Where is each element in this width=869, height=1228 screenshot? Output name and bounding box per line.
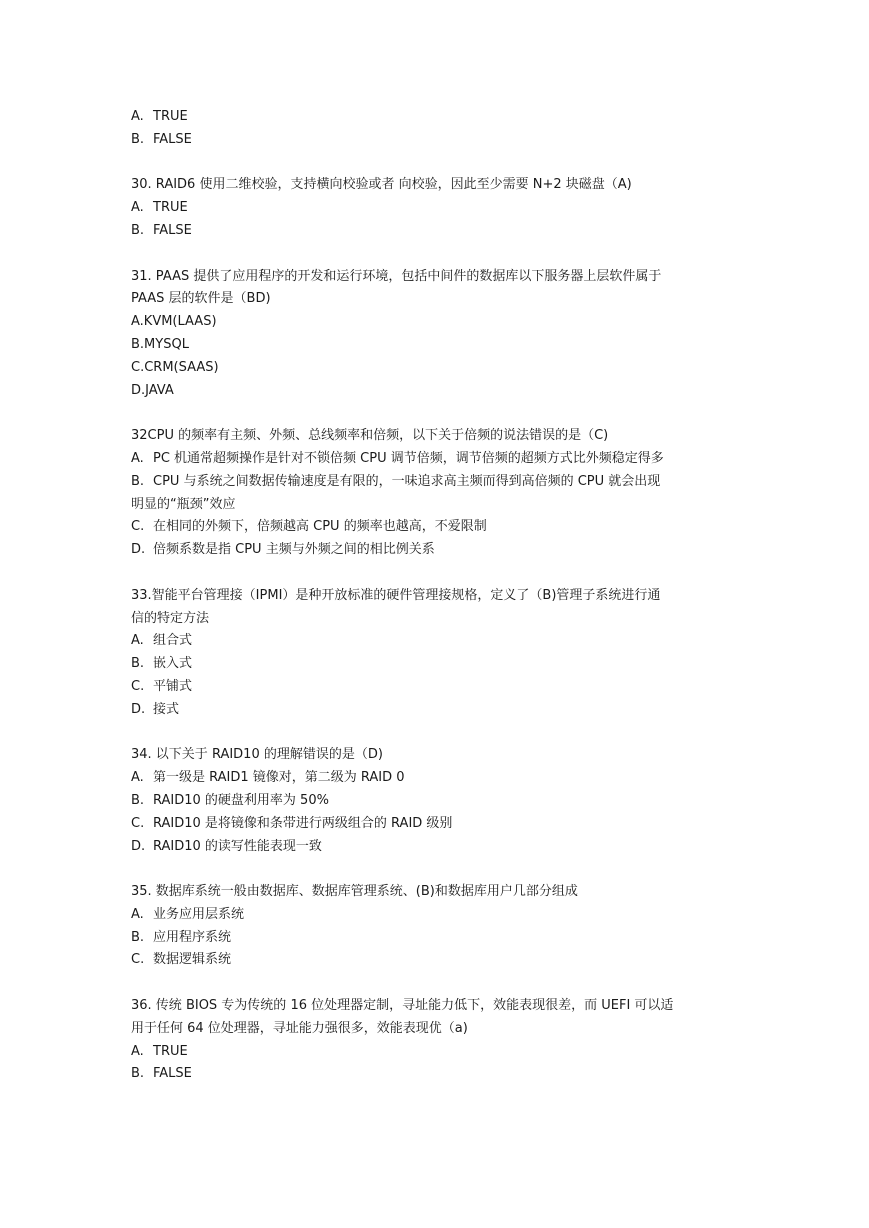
option: [131, 1041, 741, 1064]
spacer: [131, 722, 741, 745]
option-letter: C.: [131, 952, 145, 968]
option: [131, 197, 741, 220]
option-text: FALSE: [153, 131, 192, 147]
option-letter: B.: [131, 792, 145, 808]
option: [131, 1063, 741, 1086]
option-text: 数据逻辑系统: [153, 952, 232, 968]
option-text: RAID10 是将镜像和条带进行两级组合的 RAID 级别: [153, 815, 453, 831]
option-letter: A.: [131, 906, 144, 922]
option-text: FALSE: [153, 222, 192, 238]
option-letter: A.: [131, 770, 144, 786]
option-letter: A.: [131, 450, 144, 466]
spacer: [131, 152, 741, 175]
question-text: PAAS 层的软件是（BD): [131, 291, 271, 307]
option: [131, 471, 741, 494]
option-text: 平铺式: [153, 678, 193, 694]
option-letter: B.: [131, 131, 145, 147]
question-text: 32CPU 的频率有主频、外频、总线频率和倍频，以下关于倍频的说法错误的是（C): [131, 428, 609, 444]
option-text: TRUE: [153, 1043, 188, 1059]
option-letter: A.: [131, 200, 144, 216]
option: [131, 676, 741, 699]
option-text: RAID10 的硬盘利用率为 50%: [153, 792, 329, 808]
option-text: 应用程序系统: [153, 929, 232, 945]
option: [131, 220, 741, 243]
option-letter: D.: [131, 701, 146, 717]
option-text: 嵌入式: [153, 656, 193, 672]
option-text: TRUE: [153, 200, 188, 216]
question-text: 34. 以下关于 RAID10 的理解错误的是（D): [131, 747, 383, 763]
question-text: 31. PAAS 提供了应用程序的开发和运行环境，包括中间件的数据库以下服务器上层软件属于: [131, 268, 662, 284]
spacer: [131, 402, 741, 425]
option: B.MYSQL: [131, 336, 189, 352]
option-text: TRUE: [153, 109, 188, 124]
question-text: 33.智能平台管理接（IPMI）是种开放标准的硬件管理接规格，定义了（B)管理子系统进行通: [131, 587, 661, 603]
question-text: 36. 传统 BIOS 专为传统的 16 位处理器定制，寻址能力低下，效能表现很差，而 UEFI 可以适: [131, 998, 674, 1014]
option-text: PC 机通常超频操作是针对不锁倍频 CPU 调节倍频，调节倍频的超频方式比外频稳定得多: [153, 450, 664, 466]
option: [131, 790, 741, 813]
option: [131, 699, 741, 722]
option-continuation: 明显的“瓶颈”效应: [131, 496, 236, 512]
option-text: 倍频系数是指 CPU 主频与外频之间的相比例关系: [153, 542, 435, 558]
option-letter: B.: [131, 656, 145, 672]
spacer: [131, 562, 741, 585]
option: [131, 653, 741, 676]
option: [131, 927, 741, 950]
option-letter: D.: [131, 838, 146, 854]
option-letter: C.: [131, 815, 145, 831]
spacer: [131, 243, 741, 266]
option: [131, 836, 741, 859]
option-letter: D.: [131, 542, 146, 558]
option: [131, 516, 741, 539]
option-text: 在相同的外频下，倍频越高 CPU 的频率也越高，不爱限制: [153, 519, 487, 535]
option-letter: B.: [131, 929, 145, 945]
option-letter: C.: [131, 678, 145, 694]
option-letter: A.: [131, 109, 144, 124]
option: [131, 949, 741, 972]
question-text: 信的特定方法: [131, 610, 210, 626]
option: [131, 539, 741, 562]
question-text: 30. RAID6 使用二维校验，支持横向校验或者 向校验，因此至少需要 N+2 块磁盘（A): [131, 177, 632, 193]
question-text: 用于任何 64 位处理器，寻址能力强很多，效能表现优（a): [131, 1020, 468, 1036]
option: D.JAVA: [131, 382, 174, 398]
spacer: [131, 972, 741, 995]
option-text: FALSE: [153, 1066, 192, 1082]
option-letter: A.: [131, 1043, 144, 1059]
question-text: 35. 数据库系统一般由数据库、数据库管理系统、(B)和数据库用户几部分组成: [131, 884, 578, 900]
option: [131, 767, 741, 790]
option-letter: B.: [131, 473, 145, 489]
option: [131, 904, 741, 927]
option-text: CPU 与系统之间数据传输速度是有限的，一味追求高主频而得到高倍频的 CPU 就会出现: [153, 473, 661, 489]
option-text: 接式: [153, 701, 180, 717]
option: [131, 813, 741, 836]
option: [131, 630, 741, 653]
option: A.KVM(LAAS): [131, 314, 217, 330]
option: [131, 106, 741, 129]
option-letter: B.: [131, 222, 145, 238]
option-text: 第一级是 RAID1 镜像对，第二级为 RAID 0: [153, 770, 405, 786]
option: [131, 448, 741, 471]
option: C.CRM(SAAS): [131, 359, 219, 375]
option-letter: A.: [131, 633, 144, 649]
question-list: [131, 106, 741, 1086]
option-text: 业务应用层系统: [153, 906, 245, 922]
option-letter: C.: [131, 519, 145, 535]
option-letter: B.: [131, 1066, 145, 1082]
spacer: [131, 858, 741, 881]
option-text: RAID10 的读写性能表现一致: [153, 838, 322, 854]
option: [131, 129, 741, 152]
option-text: 组合式: [153, 633, 193, 649]
